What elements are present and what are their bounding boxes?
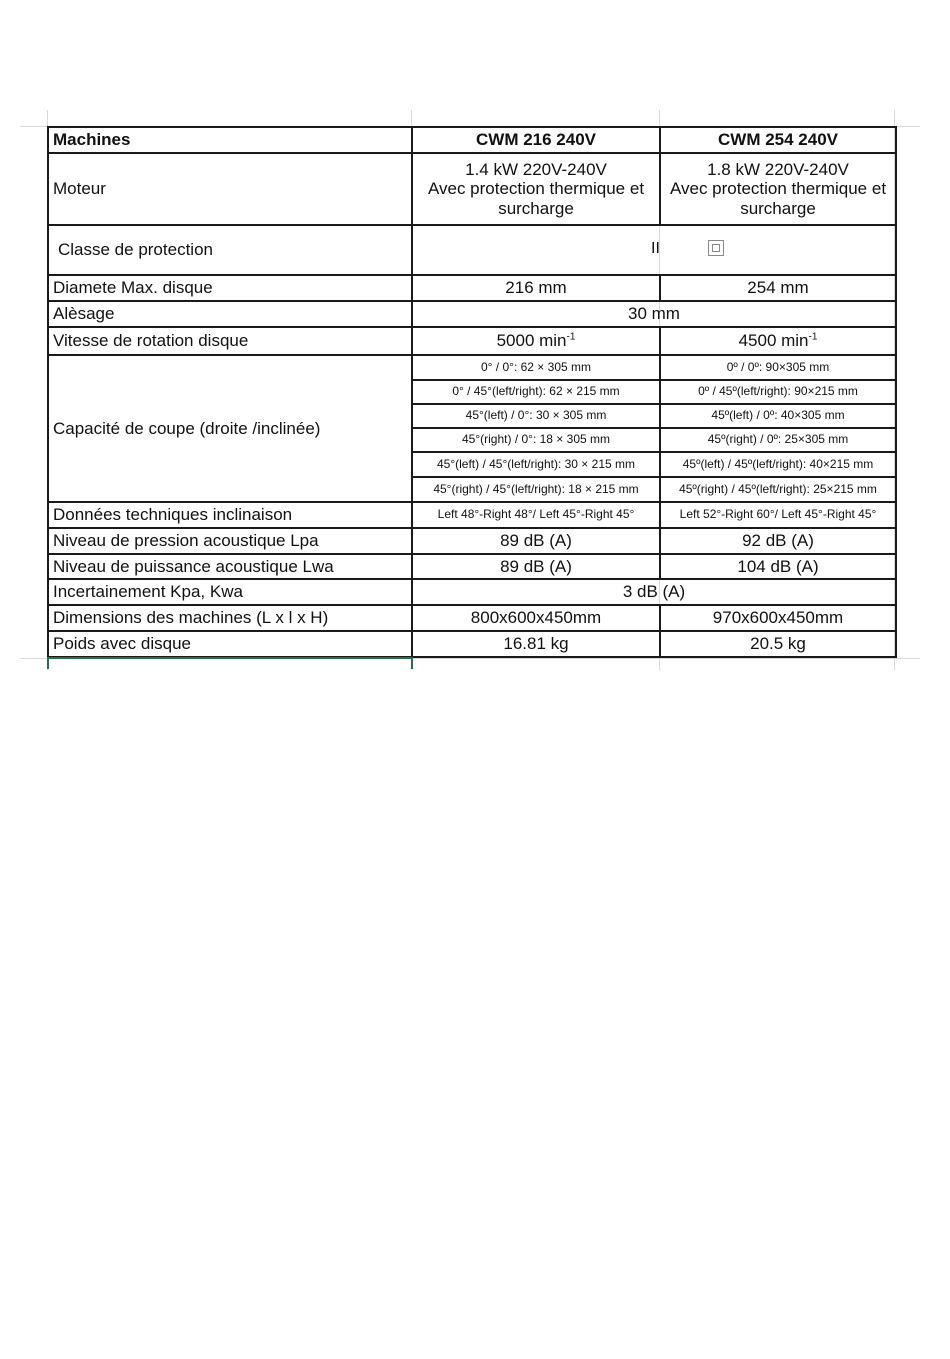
speed-row xyxy=(48,327,896,355)
cutting-2-2[interactable]: 45º(left) / 0º: 40×305 mm xyxy=(660,404,896,428)
protection-cell[interactable] xyxy=(412,225,896,275)
weight-2[interactable]: 20.5 kg xyxy=(660,631,896,657)
cutting-2-4[interactable]: 45º(left) / 45º(left/right): 40×215 mm xyxy=(660,452,896,477)
header-row xyxy=(48,127,896,153)
lwa-row xyxy=(48,554,896,579)
tilt-1[interactable]: Left 48°-Right 48°/ Left 45°-Right 45° xyxy=(412,502,660,528)
motor-protection-1b: surcharge xyxy=(498,198,574,218)
weight-label[interactable]: Poids avec disque xyxy=(48,631,412,657)
motor-protection-2: Avec protection thermique et xyxy=(669,179,887,199)
weight-1[interactable]: 16.81 kg xyxy=(412,631,660,657)
cutting-row xyxy=(48,355,896,380)
protection-row xyxy=(48,225,896,275)
cutting-1-1[interactable]: 0° / 45°(left/right): 62 × 215 mm xyxy=(412,380,660,404)
uncertainty-row xyxy=(48,579,896,605)
cutting-label[interactable]: Capacité de coupe (droite /inclinée) xyxy=(48,355,412,502)
cutting-1-2[interactable]: 45°(left) / 0°: 30 × 305 mm xyxy=(412,404,660,428)
uncertainty-value[interactable]: 3 dB (A) xyxy=(412,579,896,605)
speed-exponent-1: -1 xyxy=(566,331,576,343)
motor-protection-1: Avec protection thermique et xyxy=(427,179,645,199)
tilt-2[interactable]: Left 52°-Right 60°/ Left 45°-Right 45° xyxy=(660,502,896,528)
cutting-1-5[interactable]: 45°(right) / 45°(left/right): 18 × 215 mm xyxy=(412,477,660,502)
tilt-label[interactable]: Données techniques inclinaison xyxy=(48,502,412,528)
bore-row xyxy=(48,301,896,327)
disc-diameter-label[interactable]: Diamete Max. disque xyxy=(48,275,412,301)
disc-diameter-row xyxy=(48,275,896,301)
protection-label[interactable]: Classe de protection xyxy=(48,225,412,275)
cell-selection-edge-right xyxy=(411,657,413,669)
dimensions-row xyxy=(48,605,896,631)
cutting-2-3[interactable]: 45º(right) / 0º: 25×305 mm xyxy=(660,428,896,452)
speed-1: 5000 min xyxy=(496,331,567,351)
cutting-1-3[interactable]: 45°(right) / 0°: 18 × 305 mm xyxy=(412,428,660,452)
lpa-row xyxy=(48,528,896,554)
disc-diameter-1[interactable]: 216 mm xyxy=(412,275,660,301)
header-model-2[interactable]: CWM 254 240V xyxy=(660,127,896,153)
cutting-2-5[interactable]: 45º(right) / 45º(left/right): 25×215 mm xyxy=(660,477,896,502)
cutting-2-1[interactable]: 0º / 45º(left/right): 90×215 mm xyxy=(660,380,896,404)
lwa-label[interactable]: Niveau de puissance acoustique Lwa xyxy=(48,554,412,579)
cell-selection-indicator xyxy=(47,657,413,659)
cutting-1-4[interactable]: 45°(left) / 45°(left/right): 30 × 215 mm xyxy=(412,452,660,477)
double-insulation-icon xyxy=(708,240,724,256)
motor-cell-2[interactable] xyxy=(660,153,896,225)
speed-2: 4500 min xyxy=(738,331,809,351)
lwa-2[interactable]: 104 dB (A) xyxy=(660,554,896,579)
cell-selection-edge-left xyxy=(47,657,49,669)
spec-table xyxy=(47,126,897,658)
lpa-label[interactable]: Niveau de pression acoustique Lpa xyxy=(48,528,412,554)
speed-label[interactable]: Vitesse de rotation disque xyxy=(48,327,412,355)
protection-class-value: II xyxy=(651,240,660,257)
weight-row xyxy=(48,631,896,657)
header-model-1[interactable]: CWM 216 240V xyxy=(412,127,660,153)
lwa-1[interactable]: 89 dB (A) xyxy=(412,554,660,579)
motor-row xyxy=(48,153,896,225)
header-label[interactable]: Machines xyxy=(48,127,412,153)
dimensions-2[interactable]: 970x600x450mm xyxy=(660,605,896,631)
speed-cell-2[interactable] xyxy=(660,327,896,355)
uncertainty-label[interactable]: Incertainement Kpa, Kwa xyxy=(48,579,412,605)
bore-value[interactable]: 30 mm xyxy=(412,301,896,327)
motor-power-1: 1.4 kW 220V-240V xyxy=(465,159,607,179)
dimensions-label[interactable]: Dimensions des machines (L x l x H) xyxy=(48,605,412,631)
disc-diameter-2[interactable]: 254 mm xyxy=(660,275,896,301)
lpa-1[interactable]: 89 dB (A) xyxy=(412,528,660,554)
tilt-row xyxy=(48,502,896,528)
cutting-2-0[interactable]: 0º / 0º: 90×305 mm xyxy=(660,355,896,380)
dimensions-1[interactable]: 800x600x450mm xyxy=(412,605,660,631)
motor-cell-1[interactable] xyxy=(412,153,660,225)
motor-power-2: 1.8 kW 220V-240V xyxy=(707,159,849,179)
motor-protection-2b: surcharge xyxy=(740,198,816,218)
bore-label[interactable]: Alèsage xyxy=(48,301,412,327)
speed-exponent-2: -1 xyxy=(808,331,818,343)
lpa-2[interactable]: 92 dB (A) xyxy=(660,528,896,554)
speed-cell-1[interactable] xyxy=(412,327,660,355)
cutting-1-0[interactable]: 0° / 0°: 62 × 305 mm xyxy=(412,355,660,380)
motor-label[interactable]: Moteur xyxy=(48,153,412,225)
